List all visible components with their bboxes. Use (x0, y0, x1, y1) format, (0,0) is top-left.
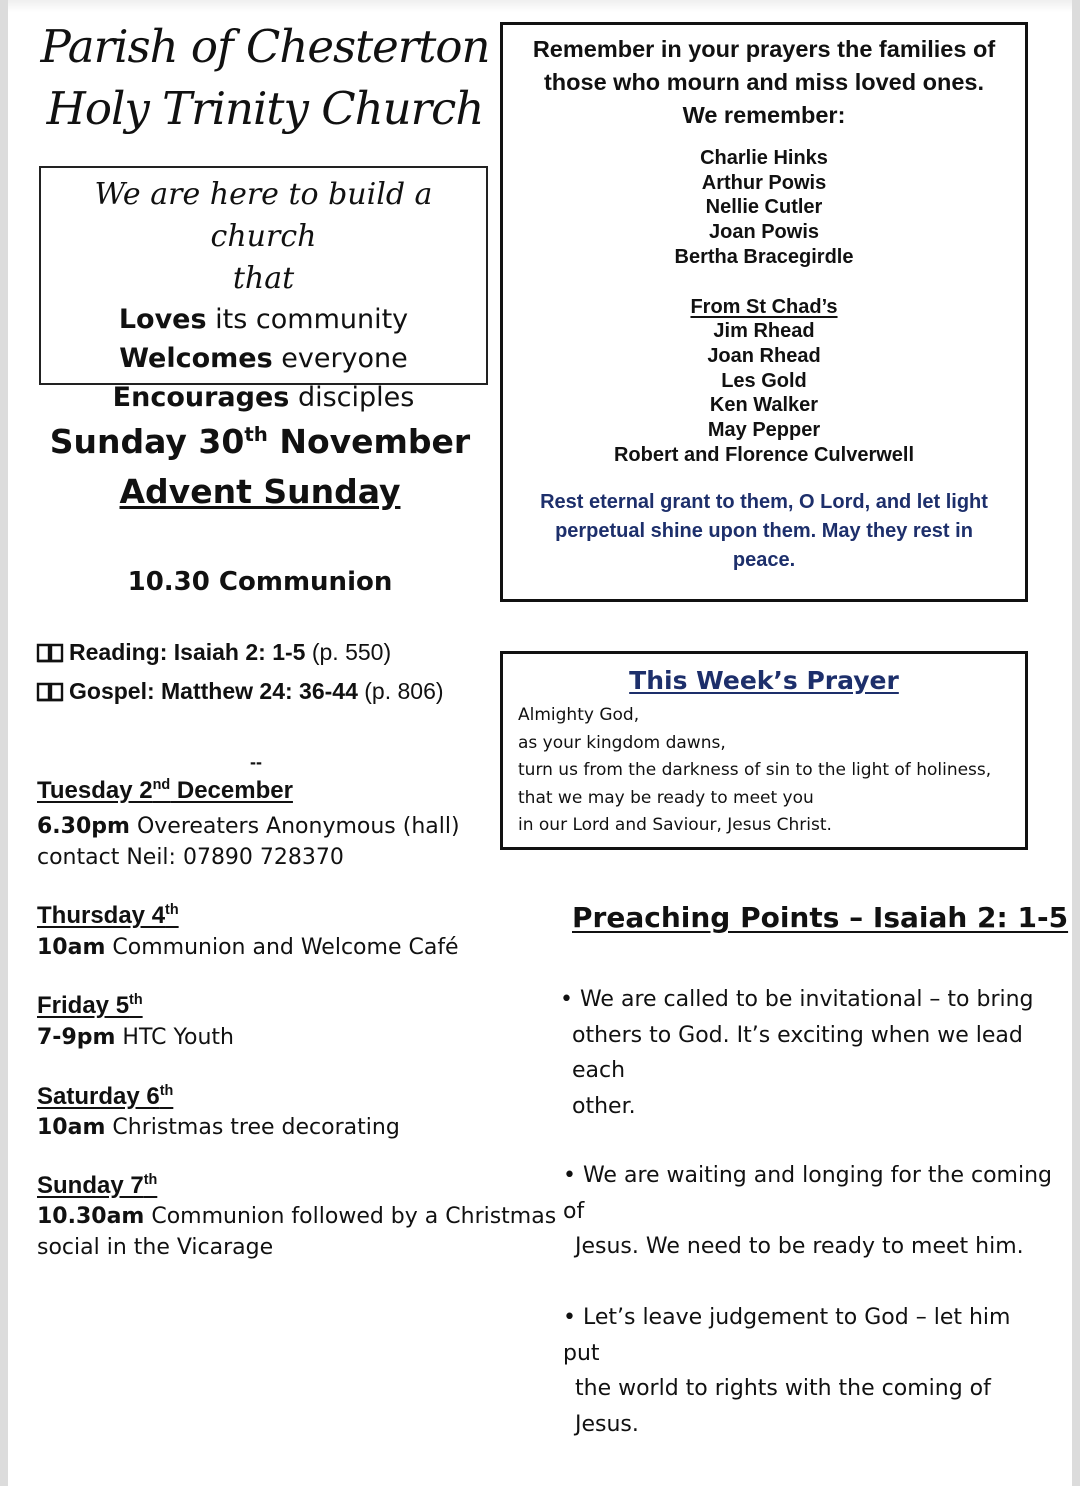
closing-line: perpetual shine upon them. May they rest in (555, 520, 973, 543)
event-text: HTC Youth (115, 1025, 234, 1050)
event-day-suffix: th (143, 1172, 158, 1188)
event-line (37, 1112, 400, 1143)
event-line (37, 1201, 556, 1232)
church-title: Holy Trinity Church (46, 82, 484, 135)
gospel-page: (p. 806) (357, 678, 444, 704)
st-chads-names (503, 295, 1025, 468)
remembered-name: Nellie Cutler (705, 196, 823, 219)
event-day: Thursday 4 (37, 902, 166, 929)
rest-eternal-prayer (503, 488, 1025, 575)
reading-line (36, 637, 391, 667)
preaching-point (563, 1300, 1053, 1442)
event-day-suffix: th (159, 1083, 174, 1099)
remembered-name: Joan Powis (708, 221, 820, 244)
remembered-names (503, 146, 1025, 270)
remembered-name: Charlie Hinks (700, 147, 828, 169)
remembrance-box (500, 22, 1028, 602)
mission-keyword: Loves (118, 304, 207, 335)
prayer-line: as your kingdom dawns, (518, 732, 726, 753)
event-day: Sunday 7 (37, 1172, 144, 1199)
event-contact: contact Neil: 07890 728370 (37, 845, 344, 870)
preaching-points-title: Preaching Points – Isaiah 2: 1-5 (572, 901, 1069, 934)
event-text: social in the Vicarage (37, 1235, 274, 1260)
event-day: Saturday 6 (37, 1083, 160, 1110)
st-chads-heading-text: From St Chad’s (690, 295, 838, 318)
point-line: • We are waiting and longing for the coming of (563, 1163, 1052, 1224)
prayer-line: in our Lord and Saviour, Jesus Christ. (518, 815, 832, 836)
remembered-name: Les Gold (721, 369, 807, 392)
event-day-suffix: th (129, 992, 143, 1008)
prayer-line: Almighty God, (518, 705, 640, 725)
remembered-name: Ken Walker (709, 394, 819, 417)
event-heading-sunday (37, 1171, 157, 1201)
remembered-name: Robert and Florence Culverwell (613, 443, 915, 466)
event-line (37, 1232, 273, 1263)
remembered-name: Bertha Bracegirdle (674, 245, 854, 268)
st-chads-heading (503, 295, 1025, 320)
point-line: the world to rights with the coming of Jesus. (575, 1376, 991, 1437)
mission-intro-line-2: that (232, 261, 295, 296)
event-month: December (170, 777, 293, 804)
weekly-prayer-box (500, 651, 1028, 850)
event-line (37, 811, 460, 842)
point-line: • We are called to be invitational – to bring (560, 987, 1034, 1012)
event-day-suffix: nd (152, 777, 171, 793)
gospel-line (36, 676, 444, 706)
mission-line-loves (41, 300, 486, 339)
service-day-suffix: th (244, 423, 268, 446)
mission-line-encourages (41, 378, 486, 417)
remembered-name: Joan Rhead (707, 344, 821, 367)
event-heading-friday (37, 991, 143, 1021)
prayer-line: that we may be ready to meet you (518, 787, 814, 808)
intro-line: Remember in your prayers the families of (532, 36, 996, 62)
event-text: Overeaters Anonymous (hall) (129, 814, 460, 839)
mission-keyword: Encourages (112, 382, 290, 413)
service-month: November (267, 422, 471, 461)
preaching-point (563, 1158, 1053, 1265)
event-time: 10am (37, 935, 106, 960)
event-line (37, 932, 459, 963)
closing-line: Rest eternal grant to them, O Lord, and let light (540, 491, 988, 514)
event-line (37, 842, 344, 873)
event-heading-saturday (37, 1082, 173, 1112)
mission-line-welcomes (41, 339, 486, 378)
event-time: 10am (37, 1115, 106, 1140)
event-day: Tuesday 2 (37, 777, 153, 804)
point-line: other. (572, 1093, 636, 1119)
remembered-name: Jim Rhead (713, 320, 815, 343)
remembered-name: Arthur Powis (701, 171, 827, 194)
point-line: • Let’s leave judgement to God – let him put (563, 1305, 1011, 1366)
event-day: Friday 5 (37, 992, 130, 1019)
reading-page: (p. 550) (305, 639, 392, 665)
event-heading-tuesday (37, 776, 293, 806)
event-time: 10.30am (37, 1204, 145, 1229)
intro-line: those who mourn and miss loved ones. (543, 69, 985, 95)
preaching-point (560, 982, 1050, 1124)
gospel-reference: Gospel: Matthew 24: 36-44 (69, 678, 358, 704)
reading-reference: Reading: Isaiah 2: 1-5 (69, 639, 306, 665)
service-day: Sunday 30 (49, 422, 245, 461)
closing-line: peace. (732, 549, 796, 572)
intro-line: We remember: (682, 102, 846, 128)
book-icon (36, 682, 64, 702)
event-text: Communion followed by a Christmas (144, 1204, 557, 1229)
service-date (20, 418, 500, 466)
book-icon (36, 643, 64, 663)
mission-intro (41, 174, 486, 300)
service-occasion (20, 468, 500, 516)
remembered-name: May Pepper (707, 419, 821, 442)
service-time: 10.30 Communion (127, 567, 393, 597)
section-separator: -- (250, 752, 262, 772)
prayer-line: turn us from the darkness of sin to the light of holiness, (518, 760, 992, 781)
point-line: Jesus. We need to be ready to meet him. (575, 1234, 1024, 1259)
prayer-text (503, 702, 1025, 840)
mission-intro-line-1: We are here to build a church (94, 177, 433, 254)
event-text: Christmas tree decorating (105, 1115, 400, 1140)
point-line: others to God. It’s exciting when we lead each (572, 1022, 1023, 1083)
event-time: 6.30pm (37, 814, 130, 839)
event-time: 7-9pm (37, 1025, 116, 1050)
event-text: Communion and Welcome Café (105, 935, 459, 960)
mission-statement-box (39, 166, 488, 413)
occasion-label: Advent Sunday (119, 472, 401, 511)
mission-text: its community (206, 304, 409, 335)
event-day-suffix: th (165, 902, 179, 918)
mission-text: everyone (272, 343, 408, 374)
page-top-shadow (8, 0, 1072, 12)
mission-keyword: Welcomes (119, 343, 273, 374)
event-heading-thursday (37, 901, 179, 931)
parish-title: Parish of Chesterton (40, 20, 490, 73)
remembrance-intro (503, 33, 1025, 132)
mission-text: disciples (289, 382, 415, 413)
prayer-title: This Week’s Prayer (629, 666, 899, 695)
event-line (37, 1022, 234, 1053)
